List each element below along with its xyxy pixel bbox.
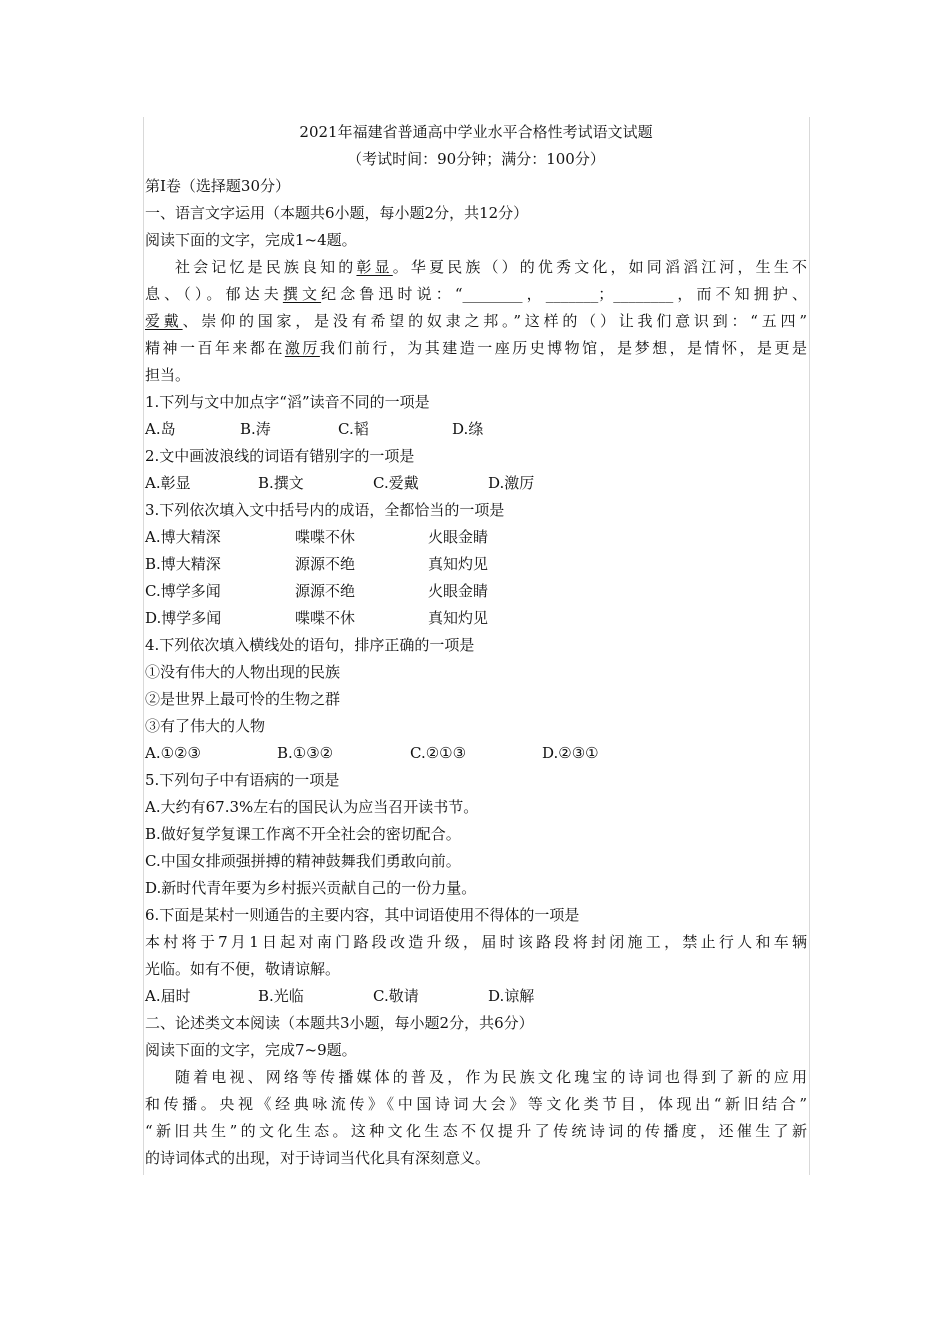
option-b: B.撰文	[258, 474, 304, 492]
question-4-sentence-2: ②是世界上最可怜的生物之群	[145, 690, 341, 708]
passage1-line-3: 爱戴、崇仰的国家，是没有希望的奴隶之邦。”这样的（）让我们意识到：“五四”	[145, 312, 807, 330]
question-3-option-row	[145, 579, 807, 603]
option-d: D.②③①	[542, 744, 599, 762]
question-3-option-row	[145, 552, 807, 576]
option-c: C.敬请	[373, 987, 419, 1005]
question-5-option-c: C.中国女排顽强拼搏的精神鼓舞我们勇敢向前。	[145, 852, 461, 870]
option-d-term-3: 真知灼见	[428, 609, 489, 627]
passage2-line-1: 随着电视、网络等传播媒体的普及，作为民族文化瑰宝的诗词也得到了新的应用	[175, 1068, 807, 1086]
question-4-sentence-3: ③有了伟大的人物	[145, 717, 266, 735]
question-2-stem: 2.文中画波浪线的词语有错别字的一项是	[145, 447, 415, 465]
question-2-options	[145, 471, 807, 495]
passage2-line-3: “新旧共生”的文化生态。这种文化生态不仅提升了传统诗词的传播度，还催生了新	[145, 1122, 807, 1140]
question-6-stem: 6.下面是某村一则通告的主要内容，其中词语使用不得体的一项是	[145, 906, 580, 924]
part-heading: 第Ⅰ卷（选择题30分）	[145, 177, 291, 195]
question-4-options	[145, 741, 807, 765]
question-5-stem: 5.下列句子中有语病的一项是	[145, 771, 340, 789]
option-a: A.彰显	[145, 474, 191, 492]
question-5-option-a: A.大约有67.3%左右的国民认为应当召开读书节。	[145, 798, 479, 816]
option-c: C.韬	[338, 420, 369, 438]
question-3-option-row	[145, 525, 807, 549]
section-instruction-2: 阅读下面的文字，完成7~9题。	[145, 1041, 357, 1059]
passage1-line-5: 担当。	[145, 366, 191, 384]
question-4-sentence-1: ①没有伟大的人物出现的民族	[145, 663, 341, 681]
exam-subtitle: （考试时间：90分钟；满分：100分）	[347, 150, 605, 168]
option-c: C.②①③	[410, 744, 467, 762]
passage1-line-4: 精神一百年来都在激厉我们前行，为其建造一座历史博物馆，是梦想，是情怀，是更是	[145, 339, 807, 357]
section-heading-2: 二、论述类文本阅读（本题共3小题，每小题2分，共6分）	[145, 1014, 534, 1032]
option-b: B.涛	[240, 420, 271, 438]
option-d-term-2: 喋喋不休	[295, 609, 356, 627]
section-instruction-1: 阅读下面的文字，完成1~4题。	[145, 231, 357, 249]
option-a-term-3: 火眼金睛	[428, 528, 489, 546]
option-c-term-3: 火眼金睛	[428, 582, 489, 600]
option-d: D.激厉	[488, 474, 535, 492]
question-3-option-row	[145, 606, 807, 630]
passage2-line-4: 的诗词体式的出现，对于诗词当代化具有深刻意义。	[145, 1149, 491, 1167]
question-5-option-d: D.新时代青年要为乡村振兴贡献自己的一份力量。	[145, 879, 477, 897]
passage1-line-1: 社会记忆是民族良知的彰显。华夏民族（）的优秀文化，如同滔滔江河，生生不	[175, 258, 807, 276]
passage1-line-2: 息、（）。郁达夫撰文纪念鲁迅时说：“________，_______；________，而不知拥护、	[145, 285, 807, 303]
option-a: A.①②③	[145, 744, 201, 762]
option-b: B.①③②	[277, 744, 334, 762]
option-c-term-1: C.博学多闻	[145, 582, 221, 600]
question-6-notice-line-2: 光临。如有不便，敬请谅解。	[145, 960, 341, 978]
question-5-option-b: B.做好复学复课工作离不开全社会的密切配合。	[145, 825, 461, 843]
option-a-term-2: 喋喋不休	[295, 528, 356, 546]
option-c-term-2: 源源不绝	[295, 582, 356, 600]
question-3-stem: 3.下列依次填入文中括号内的成语，全都恰当的一项是	[145, 501, 505, 519]
option-d: D.绦	[452, 420, 484, 438]
option-b: B.光临	[258, 987, 304, 1005]
option-b-term-3: 真知灼见	[428, 555, 489, 573]
option-d: D.谅解	[488, 987, 535, 1005]
option-a: A.岛	[145, 420, 176, 438]
option-b-term-2: 源源不绝	[295, 555, 356, 573]
exam-title: 2021年福建省普通高中学业水平合格性考试语文试题	[299, 123, 653, 141]
question-1-options	[145, 417, 807, 441]
question-6-options	[145, 984, 807, 1008]
option-c: C.爱戴	[373, 474, 419, 492]
section-heading-1: 一、语言文字运用（本题共6小题，每小题2分，共12分）	[145, 204, 529, 222]
question-1-stem: 1.下列与文中加点字“滔”读音不同的一项是	[145, 393, 430, 411]
option-a-term-1: A.博大精深	[145, 528, 221, 546]
question-6-notice-line-1: 本村将于7月1日起对南门路段改造升级，届时该路段将封闭施工，禁止行人和车辆	[145, 933, 807, 951]
option-b-term-1: B.博大精深	[145, 555, 221, 573]
option-a: A.届时	[145, 987, 191, 1005]
option-d-term-1: D.博学多闻	[145, 609, 222, 627]
question-4-stem: 4.下列依次填入横线处的语句，排序正确的一项是	[145, 636, 475, 654]
passage2-line-2: 和传播。央视《经典咏流传》《中国诗词大会》等文化类节目，体现出“新旧结合”	[145, 1095, 807, 1113]
